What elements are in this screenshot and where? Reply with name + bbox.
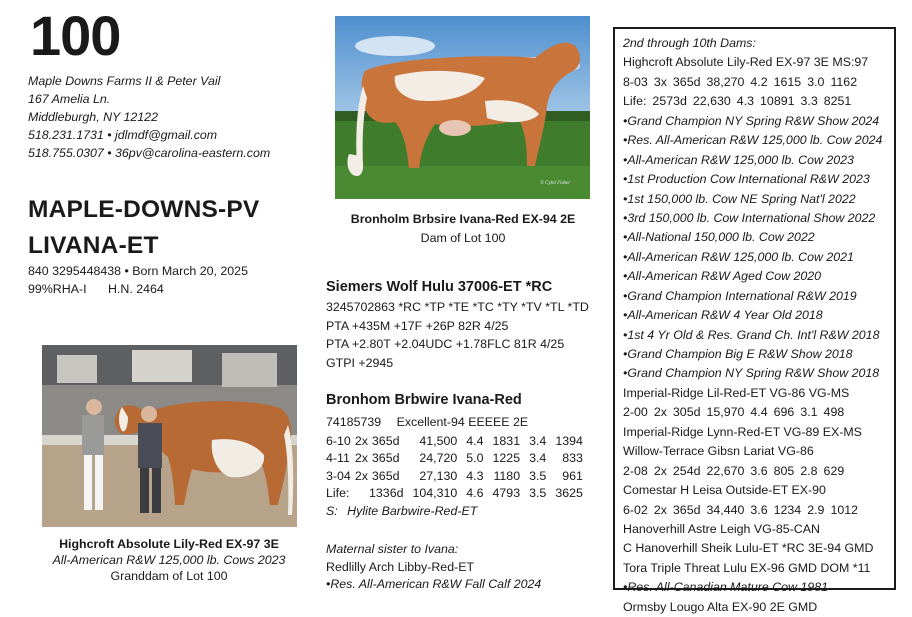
sire-line: PTA +435M +17F +26P 82R 4/25	[326, 318, 509, 333]
record-cell: 1615	[773, 74, 802, 89]
sister-award: •Res. All-American R&W Fall Calf 2024	[326, 577, 542, 591]
record-cell: 805	[773, 463, 795, 478]
pedigree-award-line: •All-American R&W 4 Year Old 2018	[623, 308, 823, 323]
record-cell: 1234	[773, 502, 802, 517]
record-cell: 22,670	[706, 463, 745, 478]
record-cell: 24,720	[419, 451, 458, 466]
record-cell: 2x	[354, 433, 368, 448]
pedigree-dam-line: Ormsby Lougo Alta EX-90 2E GMD	[623, 599, 818, 614]
sire-heading: Siemers Wolf Hulu 37006-ET *RC	[326, 279, 553, 295]
consignor-info	[28, 72, 270, 162]
record-cell: 4.4	[750, 405, 768, 420]
pedigree-award-line: •1st 150,000 lb. Cow NE Spring Nat'l 2022	[623, 191, 856, 206]
record-cell: 1180	[493, 468, 521, 483]
maternal-sister-section	[326, 541, 541, 594]
pedigree-dam-line: Willow-Terrace Gibsn Lariat VG-86	[623, 444, 814, 459]
pedigree-record-line	[623, 403, 886, 422]
pedigree-list	[623, 53, 886, 617]
record-cell: 4793	[492, 486, 521, 501]
record-cell: 2x	[653, 405, 667, 420]
photo-credit: © Cybil Fisher	[540, 181, 571, 186]
consignor-contact-1: 518.231.1731 • jdlmdf@gmail.com	[28, 128, 218, 142]
record-cell: 696	[773, 405, 795, 420]
record-cell: 498	[823, 405, 845, 420]
table-row	[326, 450, 583, 468]
pedigree-dam-line: C Hanoverhill Sheik Lulu-ET *RC 3E-94 GMD	[623, 541, 874, 556]
pedigree-award-line: •1st Production Cow International R&W 2023	[623, 172, 870, 187]
record-cell: 3.6	[750, 463, 768, 478]
consignor-contact-2: 518.755.0307 • 36pv@carolina-eastern.com	[28, 146, 271, 160]
record-cell: Life:	[623, 94, 647, 109]
dam-heading: Bronhom Brbwire Ivana-Red	[326, 392, 522, 408]
record-cell: 8251	[823, 94, 852, 109]
pedigree-award-line: •3rd 150,000 lb. Cow International Show 2022	[623, 210, 876, 225]
pedigree-dam-line: Hanoverhill Astre Leigh VG-85-CAN	[623, 521, 820, 536]
record-cell: 365d	[672, 502, 701, 517]
record-cell: 3.4	[529, 433, 547, 448]
record-cell: 2573d	[652, 94, 687, 109]
record-cell: 10891	[760, 94, 795, 109]
pedigree-box	[613, 27, 896, 614]
record-cell: 833	[562, 451, 583, 466]
record-cell: 1831	[492, 433, 521, 448]
record-cell: 2x	[354, 451, 368, 466]
cow-show-ring-photo-icon	[42, 345, 297, 527]
table-row	[326, 467, 583, 485]
record-cell: 3.0	[807, 74, 825, 89]
record-cell: 254d	[672, 463, 701, 478]
record-cell: 1394	[555, 433, 583, 448]
granddam-name: Highcroft Absolute Lily-Red EX-97 3E	[59, 537, 279, 551]
record-cell: 365d	[371, 433, 400, 448]
record-cell: 22,630	[692, 94, 731, 109]
record-cell: 2.9	[807, 502, 825, 517]
record-cell: 8-03	[623, 74, 648, 89]
record-cell: 38,270	[706, 74, 745, 89]
sire-line: GTPI +2945	[326, 355, 394, 370]
dam-sire-label: S:	[326, 504, 338, 518]
record-cell: 4.4	[466, 433, 484, 448]
record-cell: 3x	[653, 74, 667, 89]
record-cell: 1225	[492, 451, 521, 466]
pedigree-award-line: •Grand Champion Big E R&W Show 2018	[623, 347, 853, 361]
record-cell: 1012	[830, 502, 859, 517]
record-cell: 365d	[371, 468, 400, 483]
dam-score: Excellent-94 EEEEE 2E	[396, 415, 529, 429]
pedigree-award-line: •All-National 150,000 lb. Cow 2022	[623, 230, 815, 245]
dam-caption-relation: Dam of Lot 100	[420, 231, 506, 245]
record-cell: 34,440	[706, 502, 745, 517]
dam-records-table	[326, 432, 583, 502]
record-cell: 3-04	[326, 468, 351, 483]
granddam-award: All-American R&W 125,000 lb. Cows 2023	[52, 553, 286, 567]
granddam-relation: Granddam of Lot 100	[110, 569, 228, 583]
record-cell: 4.2	[750, 74, 768, 89]
dam-sire-line	[326, 502, 583, 520]
record-cell: 3.6	[750, 502, 768, 517]
pedigree-dam-line: Highcroft Absolute Lily-Red EX-97 3E MS:97	[623, 55, 869, 70]
record-cell: 2.8	[800, 463, 818, 478]
record-cell: 104,310	[412, 486, 458, 501]
granddam-photo-graphic	[42, 345, 297, 527]
sire-section	[326, 277, 589, 372]
record-cell: 3.5	[529, 486, 547, 501]
record-cell: Life:	[326, 486, 350, 501]
pedigree-dam-line: Imperial-Ridge Lil-Red-ET VG-86 VG-MS	[623, 385, 850, 400]
pedigree-heading: 2nd through 10th Dams:	[623, 36, 756, 50]
dam-sire-name: Hylite Barbwire-Red-ET	[347, 504, 478, 518]
table-row	[326, 432, 583, 450]
animal-rha-line	[28, 282, 164, 296]
record-cell: 27,130	[419, 468, 458, 483]
animal-hn: H.N. 2464	[107, 282, 164, 296]
record-cell: 3.1	[800, 405, 818, 420]
record-cell: 15,970	[706, 405, 745, 420]
record-cell: 2-08	[623, 463, 648, 478]
pedigree-award-line: •All-American R&W 125,000 lb. Cow 2023	[623, 152, 854, 167]
pedigree-award-line: •1st 4 Yr Old & Res. Grand Ch. Int'l R&W 2018	[623, 327, 880, 342]
dam-caption	[322, 210, 604, 248]
sire-line: PTA +2.80T +2.04UDC +1.78FLC 81R 4/25	[326, 337, 565, 351]
pedigree-award-line: •All-American R&W 125,000 lb. Cow 2021	[623, 249, 854, 264]
animal-rha: 99%RHA-I	[28, 282, 87, 296]
record-cell: 3.4	[529, 451, 547, 466]
record-cell: 305d	[672, 405, 701, 420]
pedigree-award-line: •Res. All-Canadian Mature Cow 1981	[623, 580, 828, 595]
record-cell: 4.3	[466, 468, 484, 483]
dam-photo-graphic	[335, 16, 590, 199]
dam-reg-line	[326, 412, 583, 432]
pedigree-dam-line: Comestar H Leisa Outside-ET EX-90	[623, 483, 826, 498]
pedigree-award-line: •Res. All-American R&W 125,000 lb. Cow 2024	[623, 133, 883, 148]
lot-number: 100	[30, 4, 121, 67]
pedigree-award-line: •All-American R&W Aged Cow 2020	[623, 269, 822, 284]
record-cell: 5.0	[466, 451, 484, 466]
animal-name-line-1: MAPLE-DOWNS-PV	[28, 196, 260, 223]
sister-name: Redlilly Arch Libby-Red-ET	[326, 559, 475, 574]
consignor-street: 167 Amelia Ln.	[28, 92, 111, 106]
record-cell: 2x	[653, 502, 667, 517]
consignor-city: Middleburgh, NY 12122	[28, 110, 158, 124]
pedigree-award-line: •Grand Champion International R&W 2019	[623, 288, 857, 303]
record-cell: 961	[562, 468, 583, 483]
dam-reg-number: 74185739	[326, 415, 382, 429]
animal-name-line-2: LIVANA-ET	[28, 232, 159, 259]
record-cell: 2x	[354, 468, 368, 483]
pedigree-record-line	[623, 462, 886, 481]
record-cell: 2-00	[623, 405, 648, 420]
pedigree-award-line: •Grand Champion NY Spring R&W Show 2024	[623, 113, 880, 128]
dam-section	[326, 390, 583, 520]
record-cell: 4.3	[736, 94, 755, 109]
pedigree-dam-line: Tora Triple Threat Lulu EX-96 GMD DOM *11	[623, 560, 871, 575]
pedigree-dam-line: Imperial-Ridge Lynn-Red-ET VG-89 EX-MS	[623, 424, 862, 439]
sire-line: 3245702863 *RC *TP *TE *TC *TY *TV *TL *TD	[326, 300, 589, 314]
pedigree-record-line	[623, 92, 886, 111]
record-cell: 4.6	[466, 486, 484, 501]
cow-pasture-photo-icon	[335, 16, 590, 199]
record-cell: 3.5	[529, 468, 547, 483]
record-cell: 1162	[830, 74, 858, 89]
table-row	[326, 485, 583, 503]
record-cell: 6-10	[326, 433, 351, 448]
dam-caption-name: Bronholm Brbsire Ivana-Red EX-94 2E	[350, 212, 576, 226]
animal-registration: 840 3295448438 • Born March 20, 2025	[28, 264, 248, 278]
record-cell: 41,500	[419, 433, 458, 448]
record-cell: 3.3	[800, 94, 818, 109]
granddam-caption	[28, 536, 310, 584]
record-cell: 365d	[371, 451, 400, 466]
record-cell: 1336d	[369, 486, 404, 501]
record-cell: 6-02	[623, 502, 648, 517]
record-cell: 365d	[672, 74, 701, 89]
sister-intro: Maternal sister to Ivana:	[326, 542, 459, 556]
pedigree-record-line	[623, 73, 886, 92]
consignor-name: Maple Downs Farms II & Peter Vail	[28, 74, 221, 88]
record-cell: 3625	[555, 486, 583, 501]
pedigree-award-line: •Grand Champion NY Spring R&W Show 2018	[623, 366, 880, 381]
record-cell: 2x	[653, 463, 667, 478]
record-cell: 629	[823, 463, 845, 478]
record-cell: 4-11	[326, 451, 350, 466]
pedigree-record-line	[623, 501, 886, 520]
